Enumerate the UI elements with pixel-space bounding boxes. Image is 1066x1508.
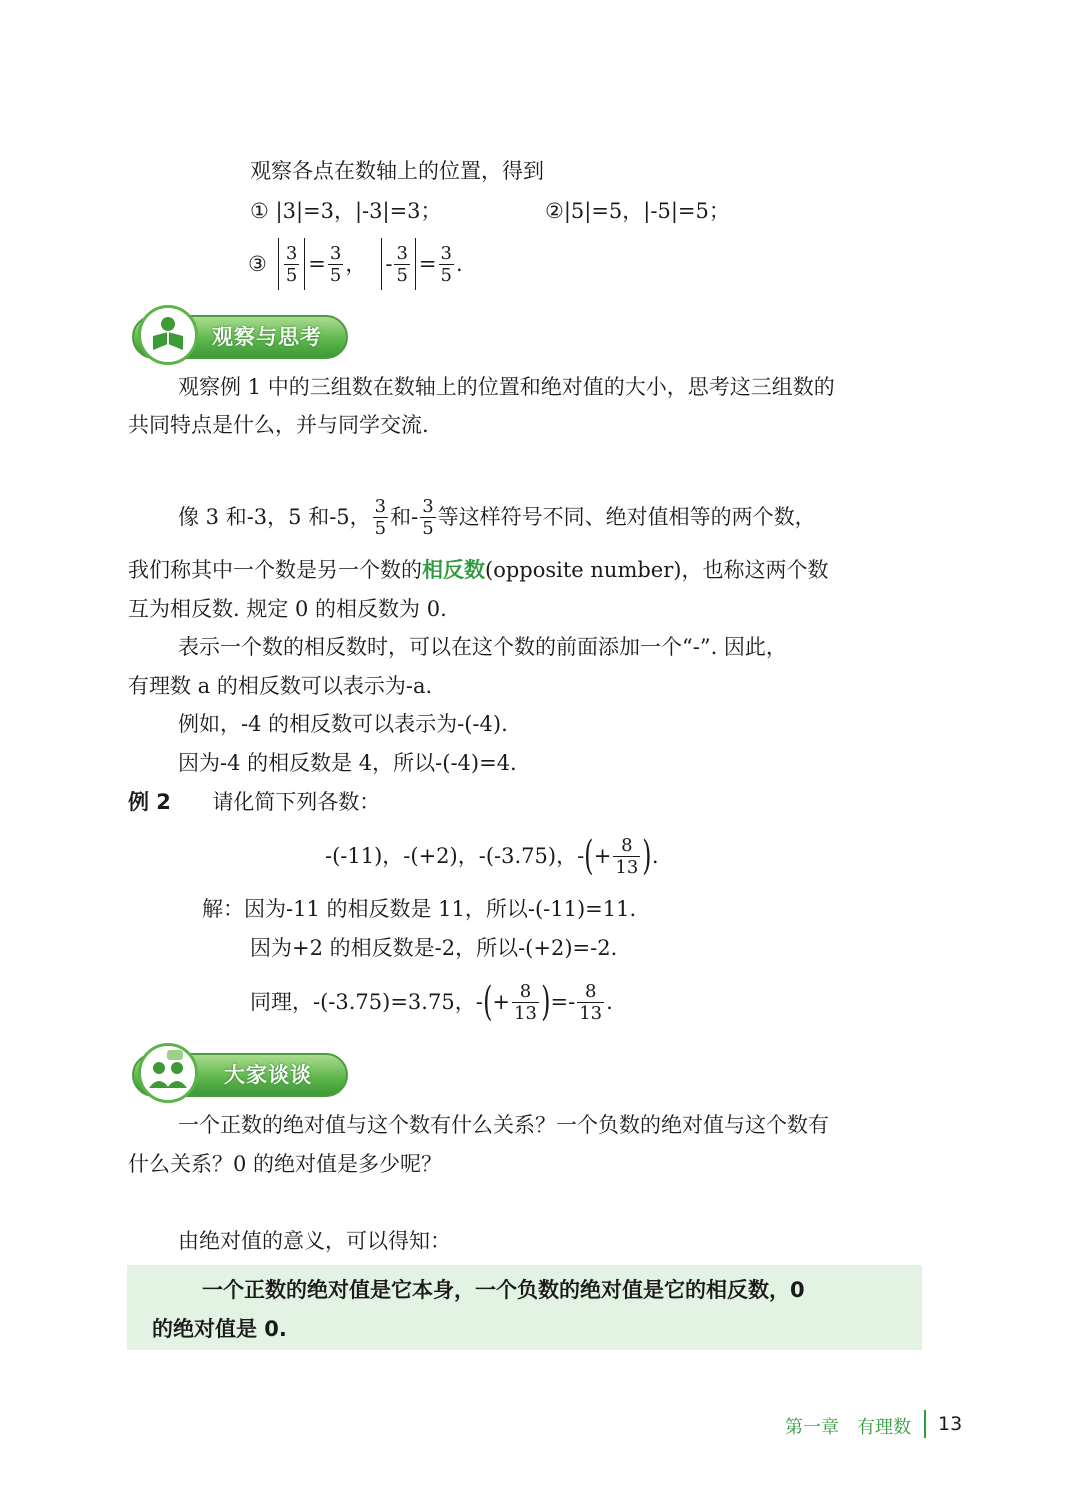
example-prompt: 请化简下列各数：	[212, 790, 381, 814]
fraction: $\frac{8}{13}$	[514, 980, 537, 1024]
definition-text: 像 3 和-3，5 和-5，	[178, 505, 371, 529]
minus-sign: -	[385, 252, 393, 276]
definition-line-6: 例如，-4 的相反数可以表示为-(-4).	[178, 712, 508, 736]
fraction: $\frac{3}{5}$	[440, 242, 452, 286]
fraction: $\frac{8}{13}$	[579, 980, 603, 1024]
observation-row-3	[248, 234, 463, 294]
conclusion-intro: 由绝对值的意义，可以得知：	[178, 1229, 451, 1253]
badge-label: 观察与思考	[212, 325, 322, 349]
definition-text: (opposite number)，也称这两个数	[485, 558, 829, 582]
definition-line-1	[178, 488, 816, 546]
fraction: $\frac{8}{13}$	[615, 834, 639, 878]
chapter-title: 第一章 有理数	[785, 1417, 911, 1438]
equals-sign: =	[308, 252, 326, 276]
key-conclusion-line-1: 一个正数的绝对值是它本身，一个负数的绝对值是它的相反数，0	[202, 1278, 805, 1302]
example-2-heading	[128, 787, 380, 817]
abs-bar-right	[415, 238, 416, 290]
observation-row-1b: ②|5|=5，|-5|=5；	[545, 199, 730, 223]
fraction: $\frac{3}{5}$	[285, 242, 298, 286]
observe-and-think-badge	[124, 305, 354, 363]
circled-three: ③	[248, 252, 267, 276]
solution-line-1: 解：因为-11 的相反数是 11，所以-(-11)=11.	[202, 897, 637, 921]
definition-text: 和-	[390, 505, 419, 529]
period: .	[455, 252, 463, 276]
fraction: $\frac{3}{5}$	[374, 495, 387, 539]
solution-line-3: 同理，-(-3.75)=3.75，- ( + $\frac{8}{13}$ ) =- $\frac{8}{13}$ .	[250, 979, 613, 1025]
definition-text: 等这样符号不同、绝对值相等的两个数，	[437, 505, 816, 529]
example-2-expression: -(-11)，-(+2)，-(-3.75)，- ( + $\frac{8}{13}$ ) .	[325, 833, 659, 879]
definition-line-7: 因为-4 的相反数是 4，所以-(-4)=4.	[178, 751, 517, 775]
definition-line-3: 互为相反数. 规定 0 的相反数为 0.	[128, 597, 447, 621]
solution-text: =-	[550, 990, 576, 1014]
group-talk-icon	[138, 1043, 198, 1103]
solution-text: 同理，-(-3.75)=3.75，-	[250, 990, 483, 1014]
reader-icon	[138, 305, 198, 365]
footer-divider	[924, 1410, 926, 1438]
comma: ，	[345, 252, 367, 276]
definition-line-2	[128, 555, 828, 585]
page-number: 13	[938, 1413, 963, 1435]
think-line-2: 共同特点是什么，并与同学交流.	[128, 413, 429, 437]
abs-bar-left	[381, 238, 382, 290]
fraction: $\frac{3}{5}$	[396, 242, 408, 286]
badge-label: 大家谈谈	[224, 1063, 312, 1087]
fraction: $\frac{3}{5}$	[422, 495, 434, 539]
solution-line-2: 因为+2 的相反数是-2，所以-(+2)=-2.	[250, 936, 618, 960]
talk-line-2: 什么关系？0 的绝对值是多少呢？	[128, 1152, 443, 1176]
observation-row-1a: ① |3|=3，|-3|=3；	[250, 199, 442, 223]
observation-intro: 观察各点在数轴上的位置，得到	[250, 159, 544, 183]
talk-line-1: 一个正数的绝对值与这个数有什么关系？一个负数的绝对值与这个数有	[178, 1113, 829, 1137]
abs-bar-left	[278, 238, 279, 290]
definition-line-5: 有理数 a 的相反数可以表示为-a.	[128, 674, 433, 698]
fraction: $\frac{3}{5}$	[329, 242, 342, 286]
definition-line-4: 表示一个数的相反数时，可以在这个数的前面添加一个“-”. 因此，	[178, 635, 787, 659]
equals-sign: =	[418, 252, 437, 276]
expression-text: -(-11)，-(+2)，-(-3.75)，-	[325, 844, 585, 868]
example-label: 例 2	[128, 790, 171, 814]
definition-text: 我们称其中一个数是另一个数的	[128, 558, 422, 582]
think-line-1: 观察例 1 中的三组数在数轴上的位置和绝对值的大小，思考这三组数的	[178, 375, 835, 399]
key-conclusion-line-2: 的绝对值是 0.	[152, 1317, 287, 1341]
discussion-badge	[124, 1043, 354, 1101]
abs-bar-right	[304, 238, 305, 290]
key-term: 相反数	[422, 558, 485, 582]
